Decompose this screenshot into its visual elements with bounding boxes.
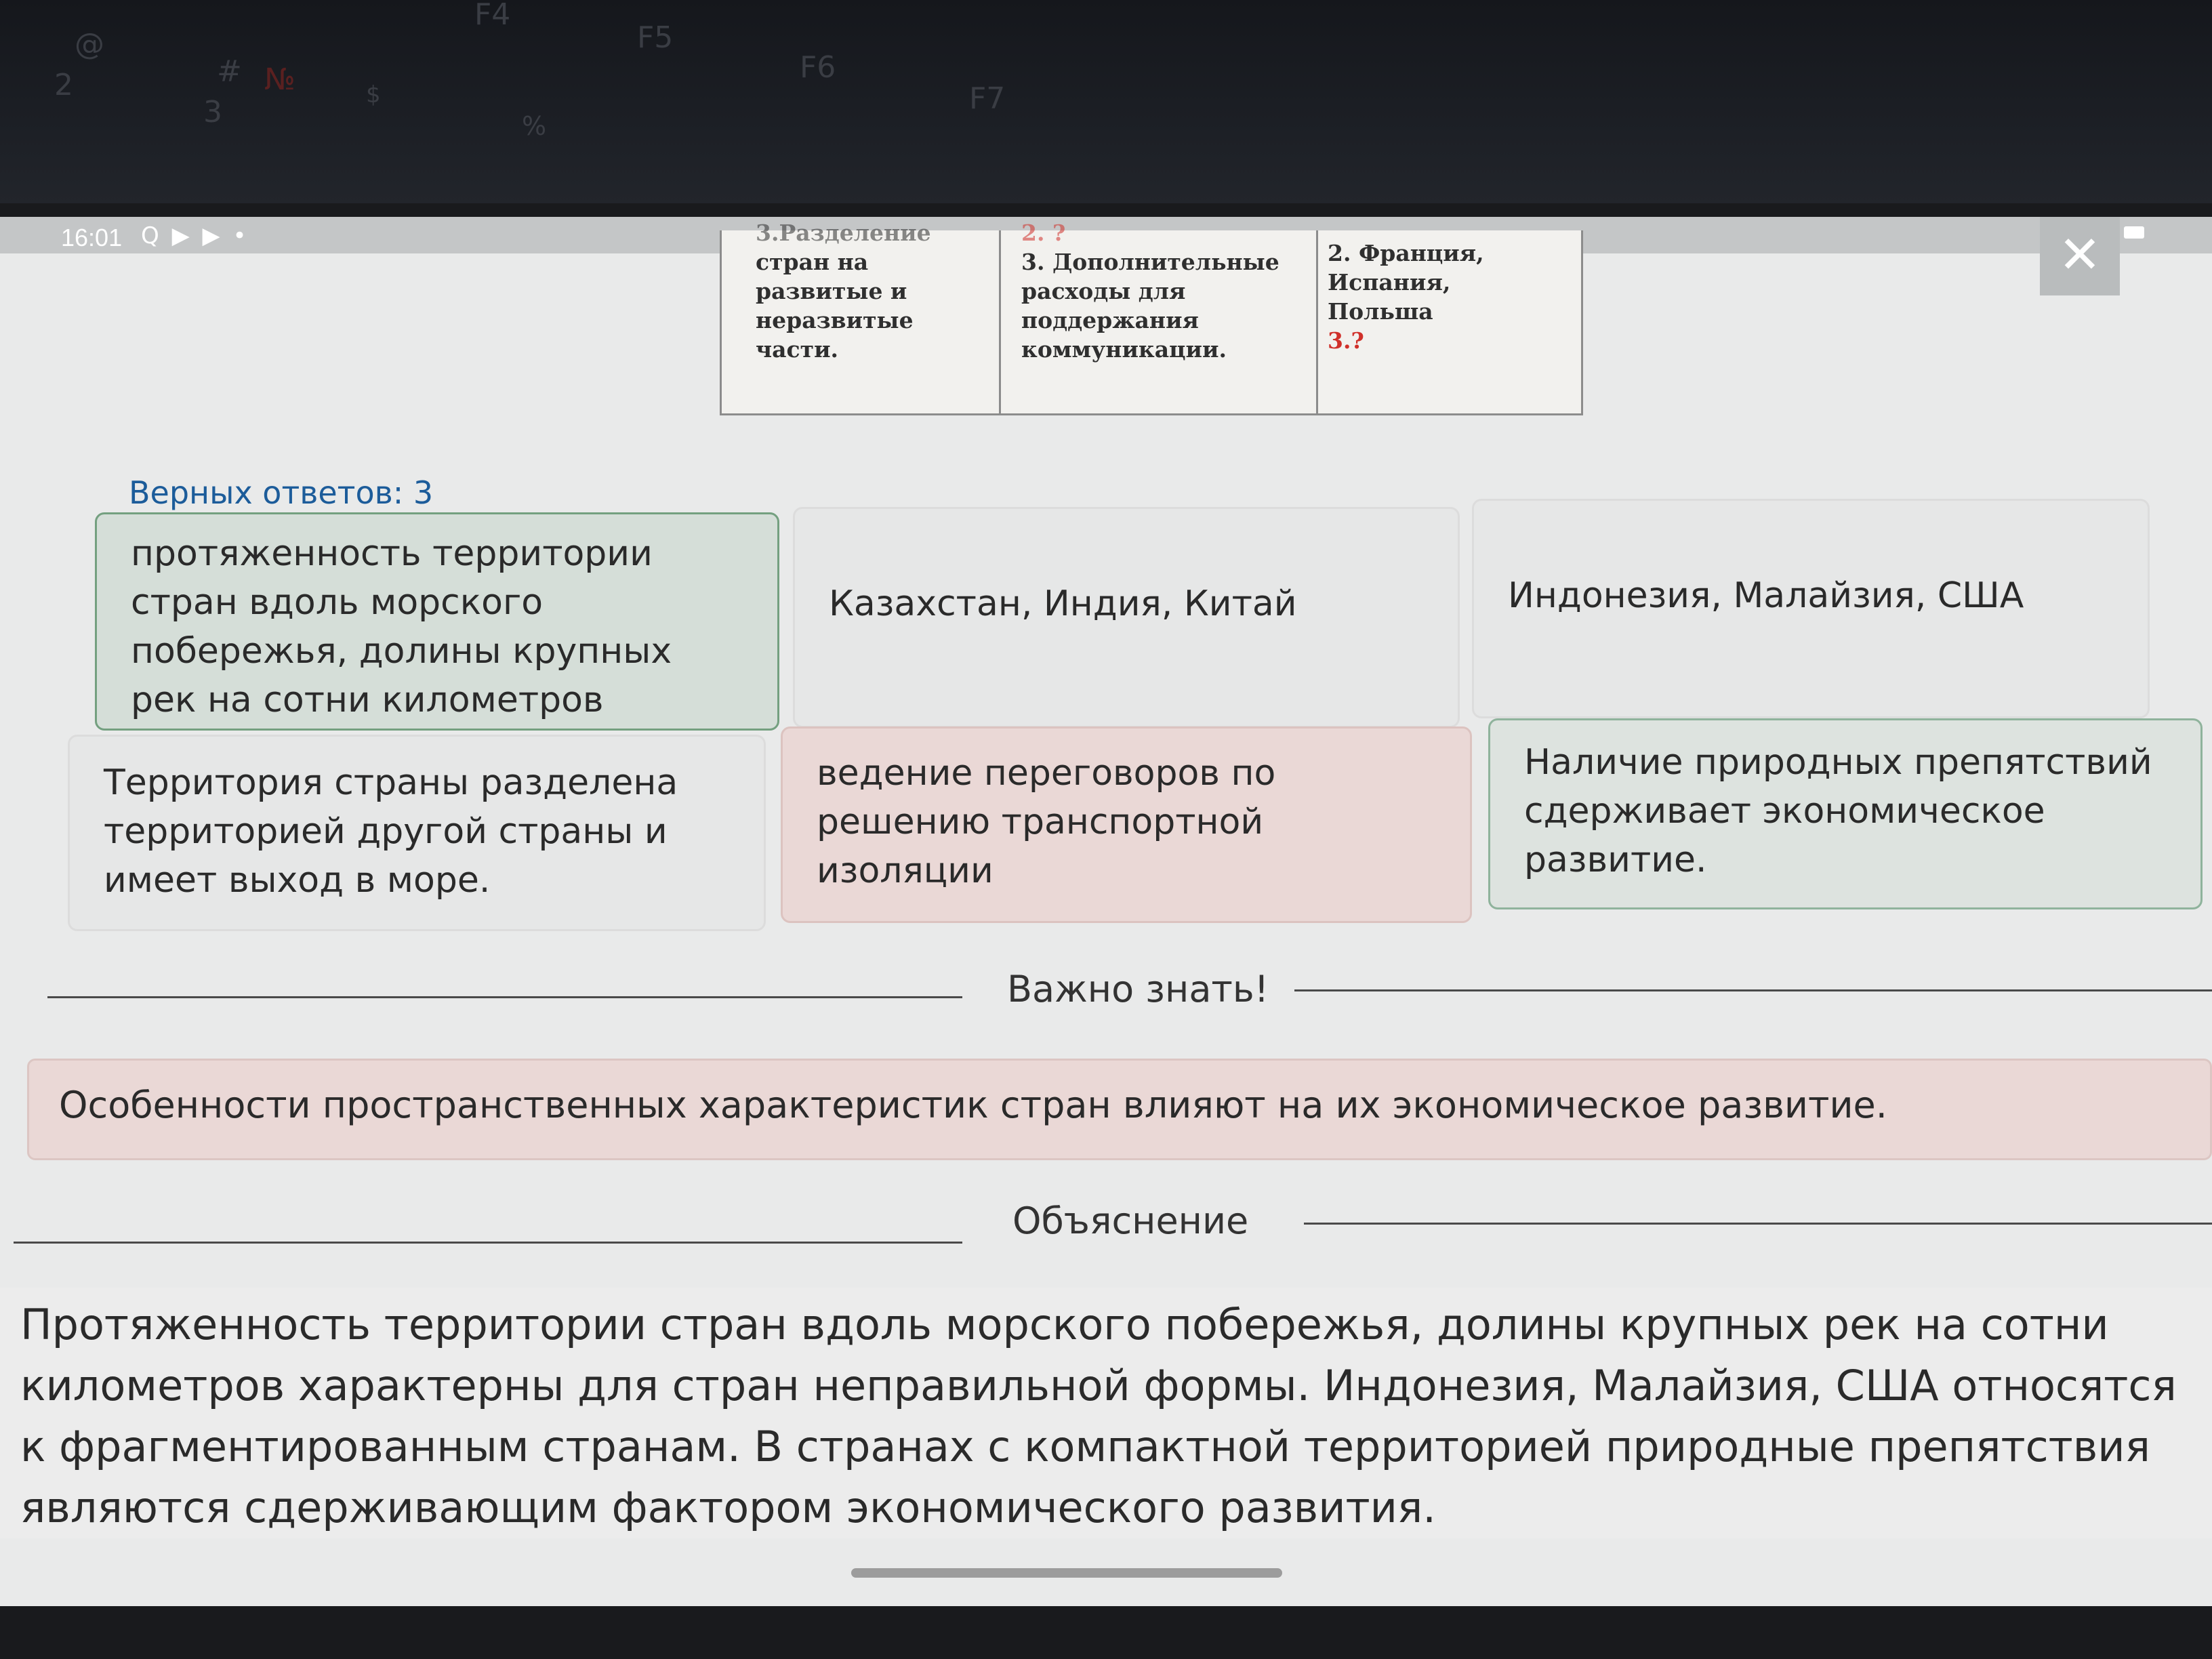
table-cell-line: стран на [756,249,869,275]
answer-card-2[interactable] [793,507,1460,728]
table-cell-question: 3.? [1328,327,1364,354]
important-title: Важно знать! [1007,968,1269,1010]
correct-answers-counter: Верных ответов: 3 [129,474,434,511]
table-cell-line: 3.Разделение [756,220,931,246]
key-at: @ [75,27,104,62]
notification-icons: Q ▶ ▶ • [141,222,249,249]
key-f4: F4 [474,0,511,32]
close-button[interactable]: ✕ [2040,217,2120,295]
key-2: 2 [54,68,73,102]
answer-card-text: Территория страны разделена территорией другой страны и имеет выход в море. [104,762,678,901]
table-cell-line: части. [756,336,839,363]
answer-card-1[interactable] [95,512,779,731]
app-screen [0,217,2212,1606]
status-time: 16:01 [61,224,123,251]
divider-line-left [47,996,962,998]
table-cell-question: 2. ? [1021,220,1066,246]
key-dollar: $ [366,81,381,108]
key-3: 3 [203,95,222,129]
answer-card-text: протяженность территории стран вдоль морского побережья, долины крупных рек на сотни километров [131,533,672,720]
answer-card-4[interactable] [68,735,766,931]
table-col-2 [1001,220,1318,413]
table-cell-line: 2. Франция, [1328,240,1484,266]
table-cell-line: развитые и [756,278,907,304]
explanation-text-block [0,1288,2212,1538]
divider-line-right [1304,1223,2212,1225]
home-indicator[interactable] [851,1568,1282,1578]
table-cell-line: Польша [1328,298,1433,325]
explanation-text: Протяженность территории стран вдоль морского побережья, долины крупных рек на сотни километров характерны для стран неправильной формы. Индонезия, Малайзия, США относятся к фрагментированным странам. В странах с компактной территорией природные препятствия являются сдерживающим фактором экономического развития. [20,1300,2177,1532]
divider-line-right [1294,989,2212,991]
table-cell-line: поддержания [1021,307,1199,333]
answer-card-6[interactable] [1488,718,2203,909]
table-cell-line: расходы для [1021,278,1186,304]
table-cell-line: коммуникации. [1021,336,1227,363]
answer-card-text: ведение переговоров по решению транспортной изоляции [817,753,1276,891]
answer-card-5[interactable] [781,726,1472,923]
divider-line-left [14,1242,962,1244]
explanation-title: Объяснение [1012,1200,1249,1242]
answer-card-3[interactable] [1472,499,2150,718]
key-numero: № [264,62,295,97]
keyboard-background [0,0,2212,203]
important-note [27,1059,2212,1160]
task-table-fragment [720,220,1583,415]
key-f6: F6 [800,50,836,85]
table-cell-line: неразвитые [756,307,914,333]
answer-card-text: Наличие природных препятствий сдерживает экономическое развитие. [1524,742,2152,880]
table-col-1 [722,220,1001,413]
important-text: Особенности пространственных характеристик стран влияют на их экономическое развитие. [59,1084,1887,1126]
table-col-3 [1318,230,1581,413]
key-hash: # [217,54,242,89]
answer-card-text: Казахстан, Индия, Китай [829,583,1297,624]
key-f7: F7 [969,81,1006,116]
table-cell-line: 3. Дополнительные [1021,249,1279,275]
table-cell-line: Испания, [1328,269,1451,295]
key-f5: F5 [637,20,674,55]
answer-card-text: Индонезия, Малайзия, США [1508,575,2024,616]
key-percent: % [522,111,547,141]
